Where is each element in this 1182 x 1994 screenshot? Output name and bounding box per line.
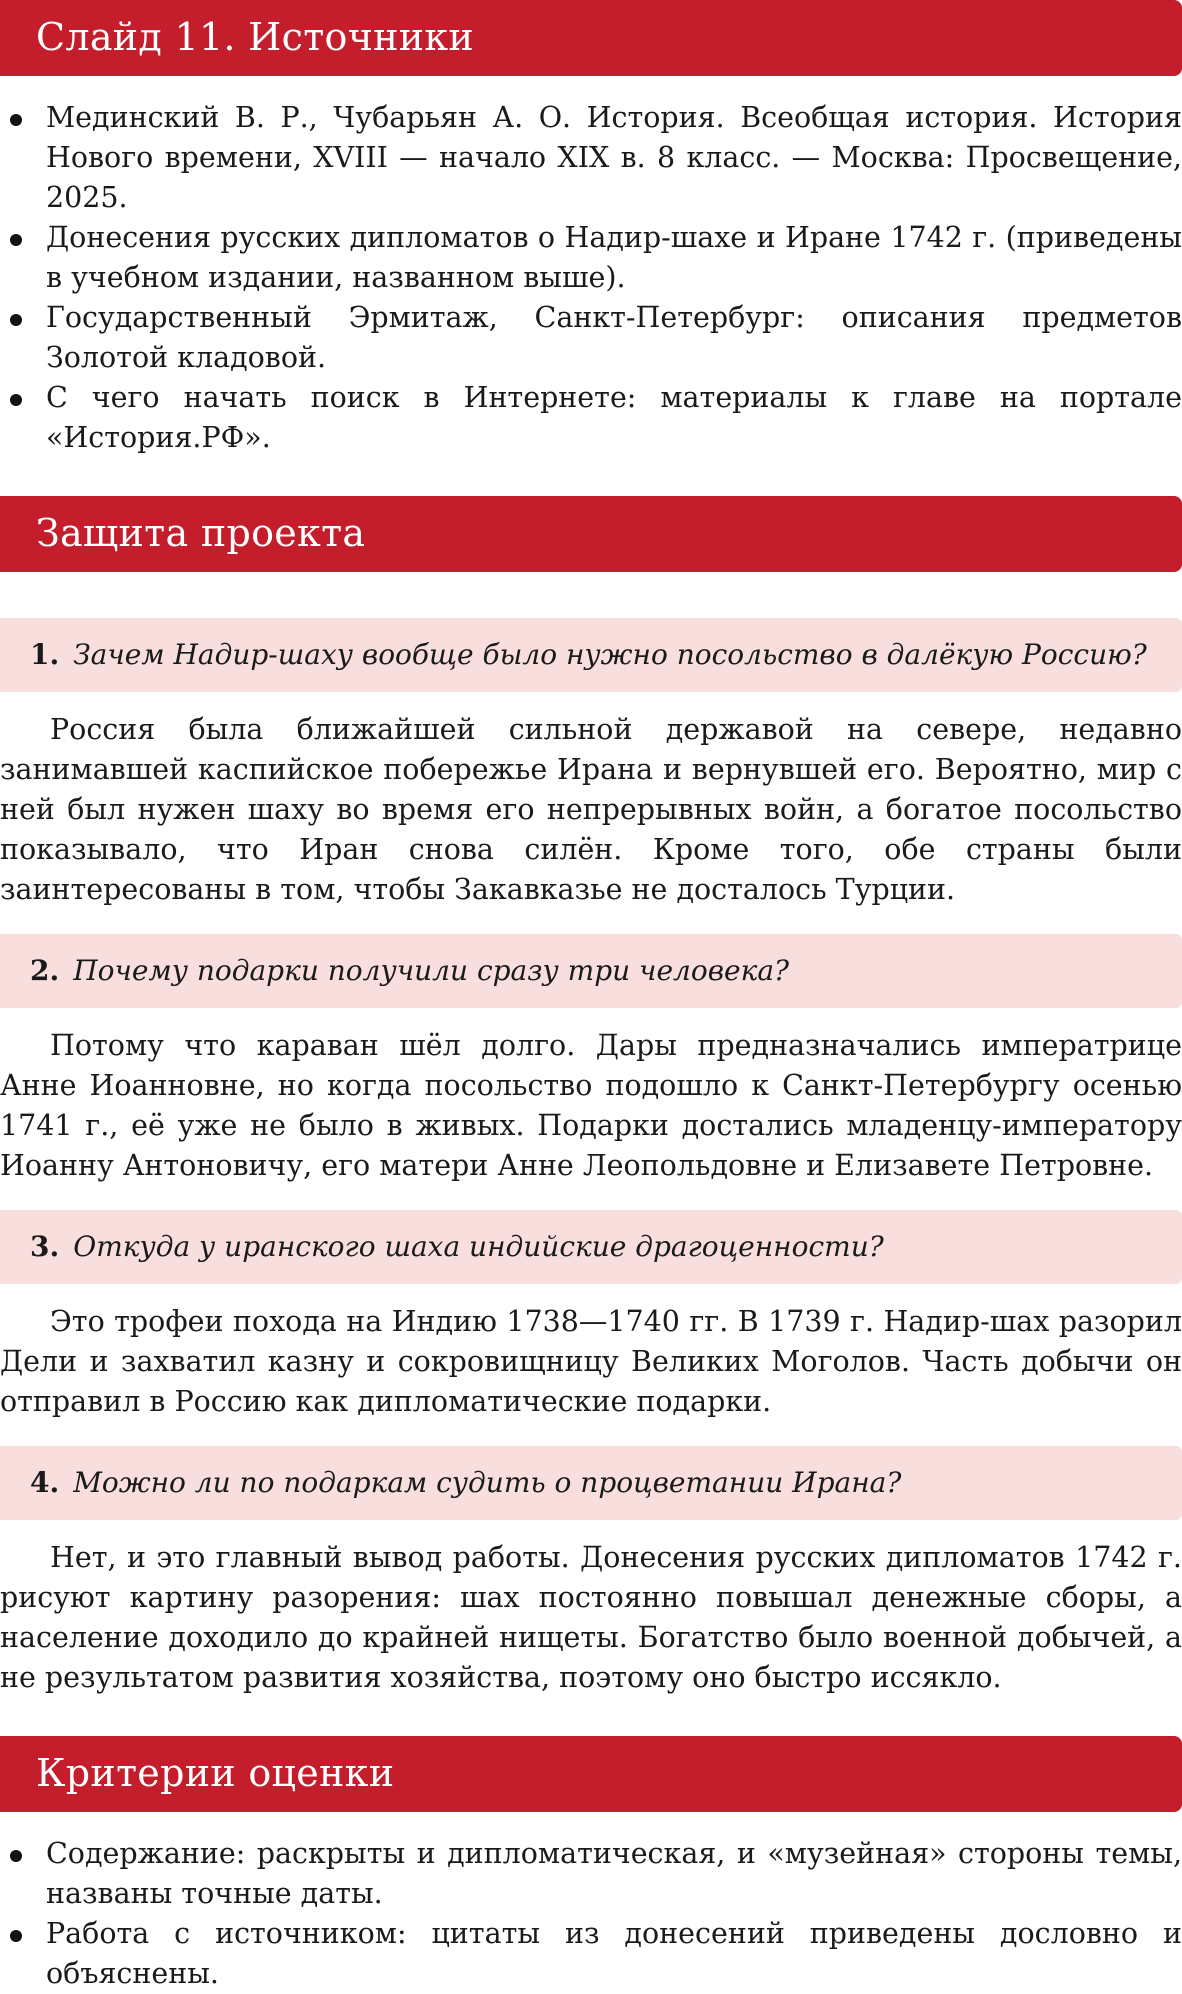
question-4 xyxy=(0,1446,1182,1520)
question-text: Почему подарки получили сразу три человека? xyxy=(73,954,790,987)
question-text: Зачем Надир-шаху вообще было нужно посольство в далёкую Россию? xyxy=(73,638,1147,671)
qa-block-1 xyxy=(0,618,1182,910)
question-number: 1. xyxy=(30,638,60,671)
question-3 xyxy=(0,1210,1182,1284)
answer-3: Это трофеи похода на Индию 1738—1740 гг. В 1739 г. Надир-шах разорил Дели и захватил казну и сокровищницу Великих Моголов. Часть добычи он отправил в Россию как дипломатические подарки. xyxy=(0,1305,1182,1418)
answer-1: Россия была ближайшей сильной державой на севере, недавно занимавшей каспийское побережье Ирана и вернувшей его. Вероятно, мир с ней был нужен шаху во время его непрерывных войн, а богатое посольство показывало, что Иран снова силён. Кроме того, обе страны были заинтересованы в том, чтобы Закавказье не досталось Турции. xyxy=(0,713,1182,906)
criteria-list xyxy=(0,1812,1182,1994)
answer-2: Потому что караван шёл долго. Дары предназначались императрице Анне Иоанновне, но когда посольство подошло к Санкт-Петербургу осенью 1741 г., её уже не было в живых. Подарки достались младенцу-императору Иоанну Антоновичу, его матери Анне Леопольдовне и Елизавете Петровне. xyxy=(0,1029,1182,1182)
list-item: Государственный Эрмитаж, Санкт-Петербург: описания предметов Золотой кладовой. xyxy=(0,298,1182,378)
list-item: Работа с источником: цитаты из донесений приведены дословно и объяснены. xyxy=(0,1914,1182,1994)
question-text: Можно ли по подаркам судить о процветании Ирана? xyxy=(73,1466,902,1499)
list-item: Содержание: раскрыты и дипломатическая, и «музейная» стороны темы, названы точные даты. xyxy=(0,1834,1182,1914)
question-number: 4. xyxy=(30,1466,60,1499)
sources-list xyxy=(0,76,1182,458)
section-header-criteria: Критерии оценки xyxy=(0,1736,1182,1812)
answer-4: Нет, и это главный вывод работы. Донесения русских дипломатов 1742 г. рисуют картину разорения: шах постоянно повышал денежные сборы, а население доходило до крайней нищеты. Богатство было военной добычей, а не результатом развития хозяйства, поэтому оно быстро иссякло. xyxy=(0,1541,1182,1694)
question-number: 3. xyxy=(30,1230,60,1263)
question-number: 2. xyxy=(30,954,60,987)
question-text: Откуда у иранского шаха индийские драгоценности? xyxy=(73,1230,884,1263)
question-1 xyxy=(0,618,1182,692)
qa-block-4 xyxy=(0,1446,1182,1698)
section-header-defense: Защита проекта xyxy=(0,496,1182,572)
list-item: С чего начать поиск в Интернете: материалы к главе на портале «История.РФ». xyxy=(0,378,1182,458)
qa-block-3 xyxy=(0,1210,1182,1422)
list-item: Донесения русских дипломатов о Надир-шахе и Иране 1742 г. (приведены в учебном издании, названном выше). xyxy=(0,218,1182,298)
section-header-sources: Слайд 11. Источники xyxy=(0,0,1182,76)
qa-block-2 xyxy=(0,934,1182,1186)
question-2 xyxy=(0,934,1182,1008)
list-item: Мединский В. Р., Чубарьян А. О. История. Всеобщая история. История Нового времени, XVIII — начало XIX в. 8 класс. — Москва: Просвещение, 2025. xyxy=(0,98,1182,218)
